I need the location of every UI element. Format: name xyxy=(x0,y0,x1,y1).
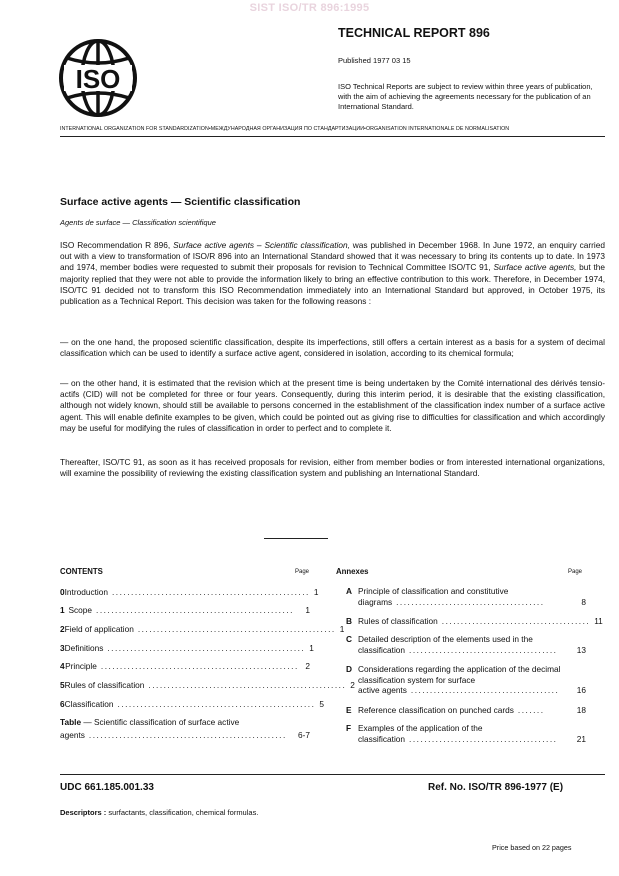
document-watermark: SIST ISO/TR 896:1995 xyxy=(249,2,370,14)
contents-page-label: Page xyxy=(295,569,310,575)
toc-item: 6 Classification .................................................... 5 xyxy=(60,699,325,709)
annex-item: D Considerations regarding the application of the decimal classification system for surface active agents ....................................... 16 xyxy=(346,664,586,695)
document-subtitle-french: Agents de surface — Classification scientifique xyxy=(60,218,216,227)
published-date: Published 1977 03 15 xyxy=(338,56,411,65)
toc-item: 1 Scope .................................................... 1 xyxy=(60,605,310,615)
section-divider xyxy=(264,538,328,539)
reason-item-2: — on the other hand, it is estimated that the revision which at the present time is being undertaken by the Comité international des dérivés tensio-actifs (CID) will not be completed for three or four years. Consequently, during this interim period, it is desirable that the existing classification, although not widely known, should still be available to persons concerned in the establishment of the classification index number of a surface active agent. This will enable definite examples to be given, which could be pointed out as giving rise to difficulties for classification and which accordingly may be useful for modifying the rules of classification in order to perfect and to complete it. xyxy=(60,378,605,433)
annex-item: C Detailed description of the elements used in the classification ....................................... 13 xyxy=(346,634,586,655)
organization-names: INTERNATIONAL ORGANIZATION FOR STANDARDIZATION•МЕЖДУНАРОДНАЯ ОРГАНИЗАЦИЯ ПО СТАНДАРТИЗАЦИИ•ORGANISATION INTERNATIONALE DE NORMALISATION xyxy=(60,126,510,132)
toc-item: 3 Definitions .................................................... 1 xyxy=(60,643,314,653)
descriptors: Descriptors : surfactants, classification, chemical formulas. xyxy=(60,808,259,817)
annex-item: E Reference classification on punched cards ....... 18 xyxy=(346,705,586,715)
toc-item: 2 Field of application .................................................... 1 xyxy=(60,624,345,634)
toc-item: 4 Principle .................................................... 2 xyxy=(60,661,310,671)
annex-item: B Rules of classification ....................................... 11 xyxy=(346,616,603,626)
header-divider xyxy=(60,136,605,137)
annexes-page-label: Page xyxy=(568,569,583,575)
contents-heading: CONTENTS xyxy=(60,567,103,576)
svg-text:ISO: ISO xyxy=(75,64,121,94)
toc-item: 5 Rules of classification .................................................... 2 xyxy=(60,680,355,690)
reason-item-1: — on the one hand, the proposed scientific classification, despite its imperfections, still offers a certain interest as a basis for a system of decimal classification which can be used to identify a surface active agent, considered in isolation, according to its chemical formula; xyxy=(60,337,605,359)
udc-number: UDC 661.185.001.33 xyxy=(60,782,154,793)
price-note: Price based on 22 pages xyxy=(492,843,572,852)
closing-paragraph: Thereafter, ISO/TC 91, as soon as it has received proposals for revision, either from member bodies or from interested international organizations, will examine the possibility of reviewing the existing classification system and publishing an International Standard. xyxy=(60,457,605,479)
annexes-heading: Annexes xyxy=(336,567,369,576)
report-title: TECHNICAL REPORT 896 xyxy=(338,26,490,40)
annex-item: A Principle of classification and constitutive diagrams ....................................... 8 xyxy=(346,586,586,607)
iso-logo xyxy=(58,38,138,118)
reference-number: Ref. No. ISO/TR 896-1977 (E) xyxy=(428,782,564,793)
toc-item: 0 Introduction .................................................... 1 xyxy=(60,587,319,597)
annex-item: F Examples of the application of the classification ....................................... 21 xyxy=(346,723,586,744)
document-title: Surface active agents — Scientific classification xyxy=(60,196,301,208)
toc-table-entry-line2: agents .................................................... 6-7 xyxy=(60,730,310,740)
toc-table-entry: Table — Scientific classification of surface active xyxy=(60,717,240,727)
footer-divider xyxy=(60,774,605,775)
review-notice: ISO Technical Reports are subject to review within three years of publication, with the aim of achieving the agreements necessary for the publication of an International Standard. xyxy=(338,82,593,111)
intro-paragraph: ISO Recommendation R 896, Surface active agents – Scientific classification, was published in December 1968. In June 1972, an enquiry carried out with a view to transformation of ISO/R 896 into an International Standard showed that it was necessary to bring its contents up to date. In 1973 and 1974, member bodies were requested to submit their proposals for revision to Technical Committee ISO/TC 91, Surface active agents, but the majority replied that they were not able to provide the information likely to bring an effective contribution to this work. Therefore, in December 1974, ISO/TC 91 decided not to transform this ISO Recommendation immediately into an International Standard but approved, in October 1975, its publication as a Technical Report. This decision was taken for the following reasons : xyxy=(60,240,606,307)
